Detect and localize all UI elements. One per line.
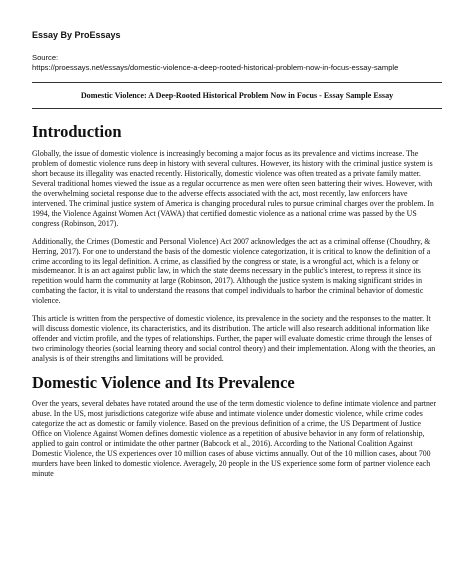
essay-title: Domestic Violence: A Deep-Rooted Historical Problem Now in Focus - Essay Sample Essay <box>80 91 394 100</box>
section-heading-introduction: Introduction <box>32 122 122 141</box>
intro-paragraph-1: Globally, the issue of domestic violence is increasingly becoming a major focus as its prevalence and victims increase. The problem of domestic violence runs deep in history with several cultures. However, its history with the criminal justice system is short because its illegality was enacted recently. Historically, domestic violence was often treated as a private family matter. Several traditional homes viewed the issue as a regular occurrence as men were often seen battering their wives. However, with the overwhelming societal response due to the adverse effects associated with the act, most recently, law enforcers have intervened. The criminal justice system of America is changing procedural rules to pursue criminal charges over the problem. In 1994, the Violence Against Women Act (VAWA) that certified domestic violence as a national crime was passed by the US congress (Robinson, 2017). <box>32 149 434 228</box>
source-label: Source: <box>32 53 59 62</box>
prevalence-paragraph-1: Over the years, several debates have rotated around the use of the term domestic violence to define intimate violence and partner abuse. In the US, most jurisdictions categorize wife abuse and intimate violence under domestic violence, while crime codes categorize the act as domestic or family violence. Based on the previous definition of a crime, the US Department of Justice Office on Violence Against Women defines domestic violence as a repetition of abusive behavior in any form of relationship, applied to gain control or intimidate the other partner (Babcock et al., 2016). According to the National Coalition Against Domestic Violence, the US experiences over 10 million cases of abuse victims annually. Out of the 10 million cases, about 700 murders have been linked to domestic violence. Averagely, 20 people in the US experience some form of partner violence each minute <box>32 399 437 478</box>
brand-title: Essay By ProEssays <box>32 30 121 40</box>
source-link[interactable]: https://proessays.net/essays/domestic-violence-a-deep-rooted-historical-problem-now-in-focus-essay-sample <box>32 63 399 72</box>
section-heading-prevalence: Domestic Violence and Its Prevalence <box>32 373 295 393</box>
source-block <box>32 53 442 73</box>
intro-paragraph-2: Additionally, the Crimes (Domestic and Personal Violence) Act 2007 acknowledges the act as a criminal offense (Choudhry, & Herring, 2017). For one to understand the basis of the domestic violence categorization, it is critical to know the definition of a crime according to its legal definition. A crime, as classified by the congress or state, is a wrongful act, which is a felony or misdemeanor. It is an act against public law, in which the state deems necessary in the public's interest, to repress it since its repetition would harm the community at large (Robinson, 2017). Although the justice system is making significant strides in combating the factor, it is vital to understand the reasons that compel individuals to harbor the criminal behavior of domestic violence. <box>32 236 431 306</box>
top-divider <box>32 82 442 83</box>
document-page <box>32 30 442 487</box>
title-divider <box>32 108 442 109</box>
intro-paragraph-3: This article is written from the perspective of domestic violence, its prevalence in the society and the responses to the matter. It will discuss domestic violence, its characteristics, and its distribution. The article will also research additional information like offender and victim profile, and the types of relationships. Further, the paper will evaluate domestic crime through the lenses of two criminology theories (social learning theory and social control theory) and their implementation. Along with the theories, an analysis is of their strengths and limitations will be provided. <box>32 314 436 364</box>
